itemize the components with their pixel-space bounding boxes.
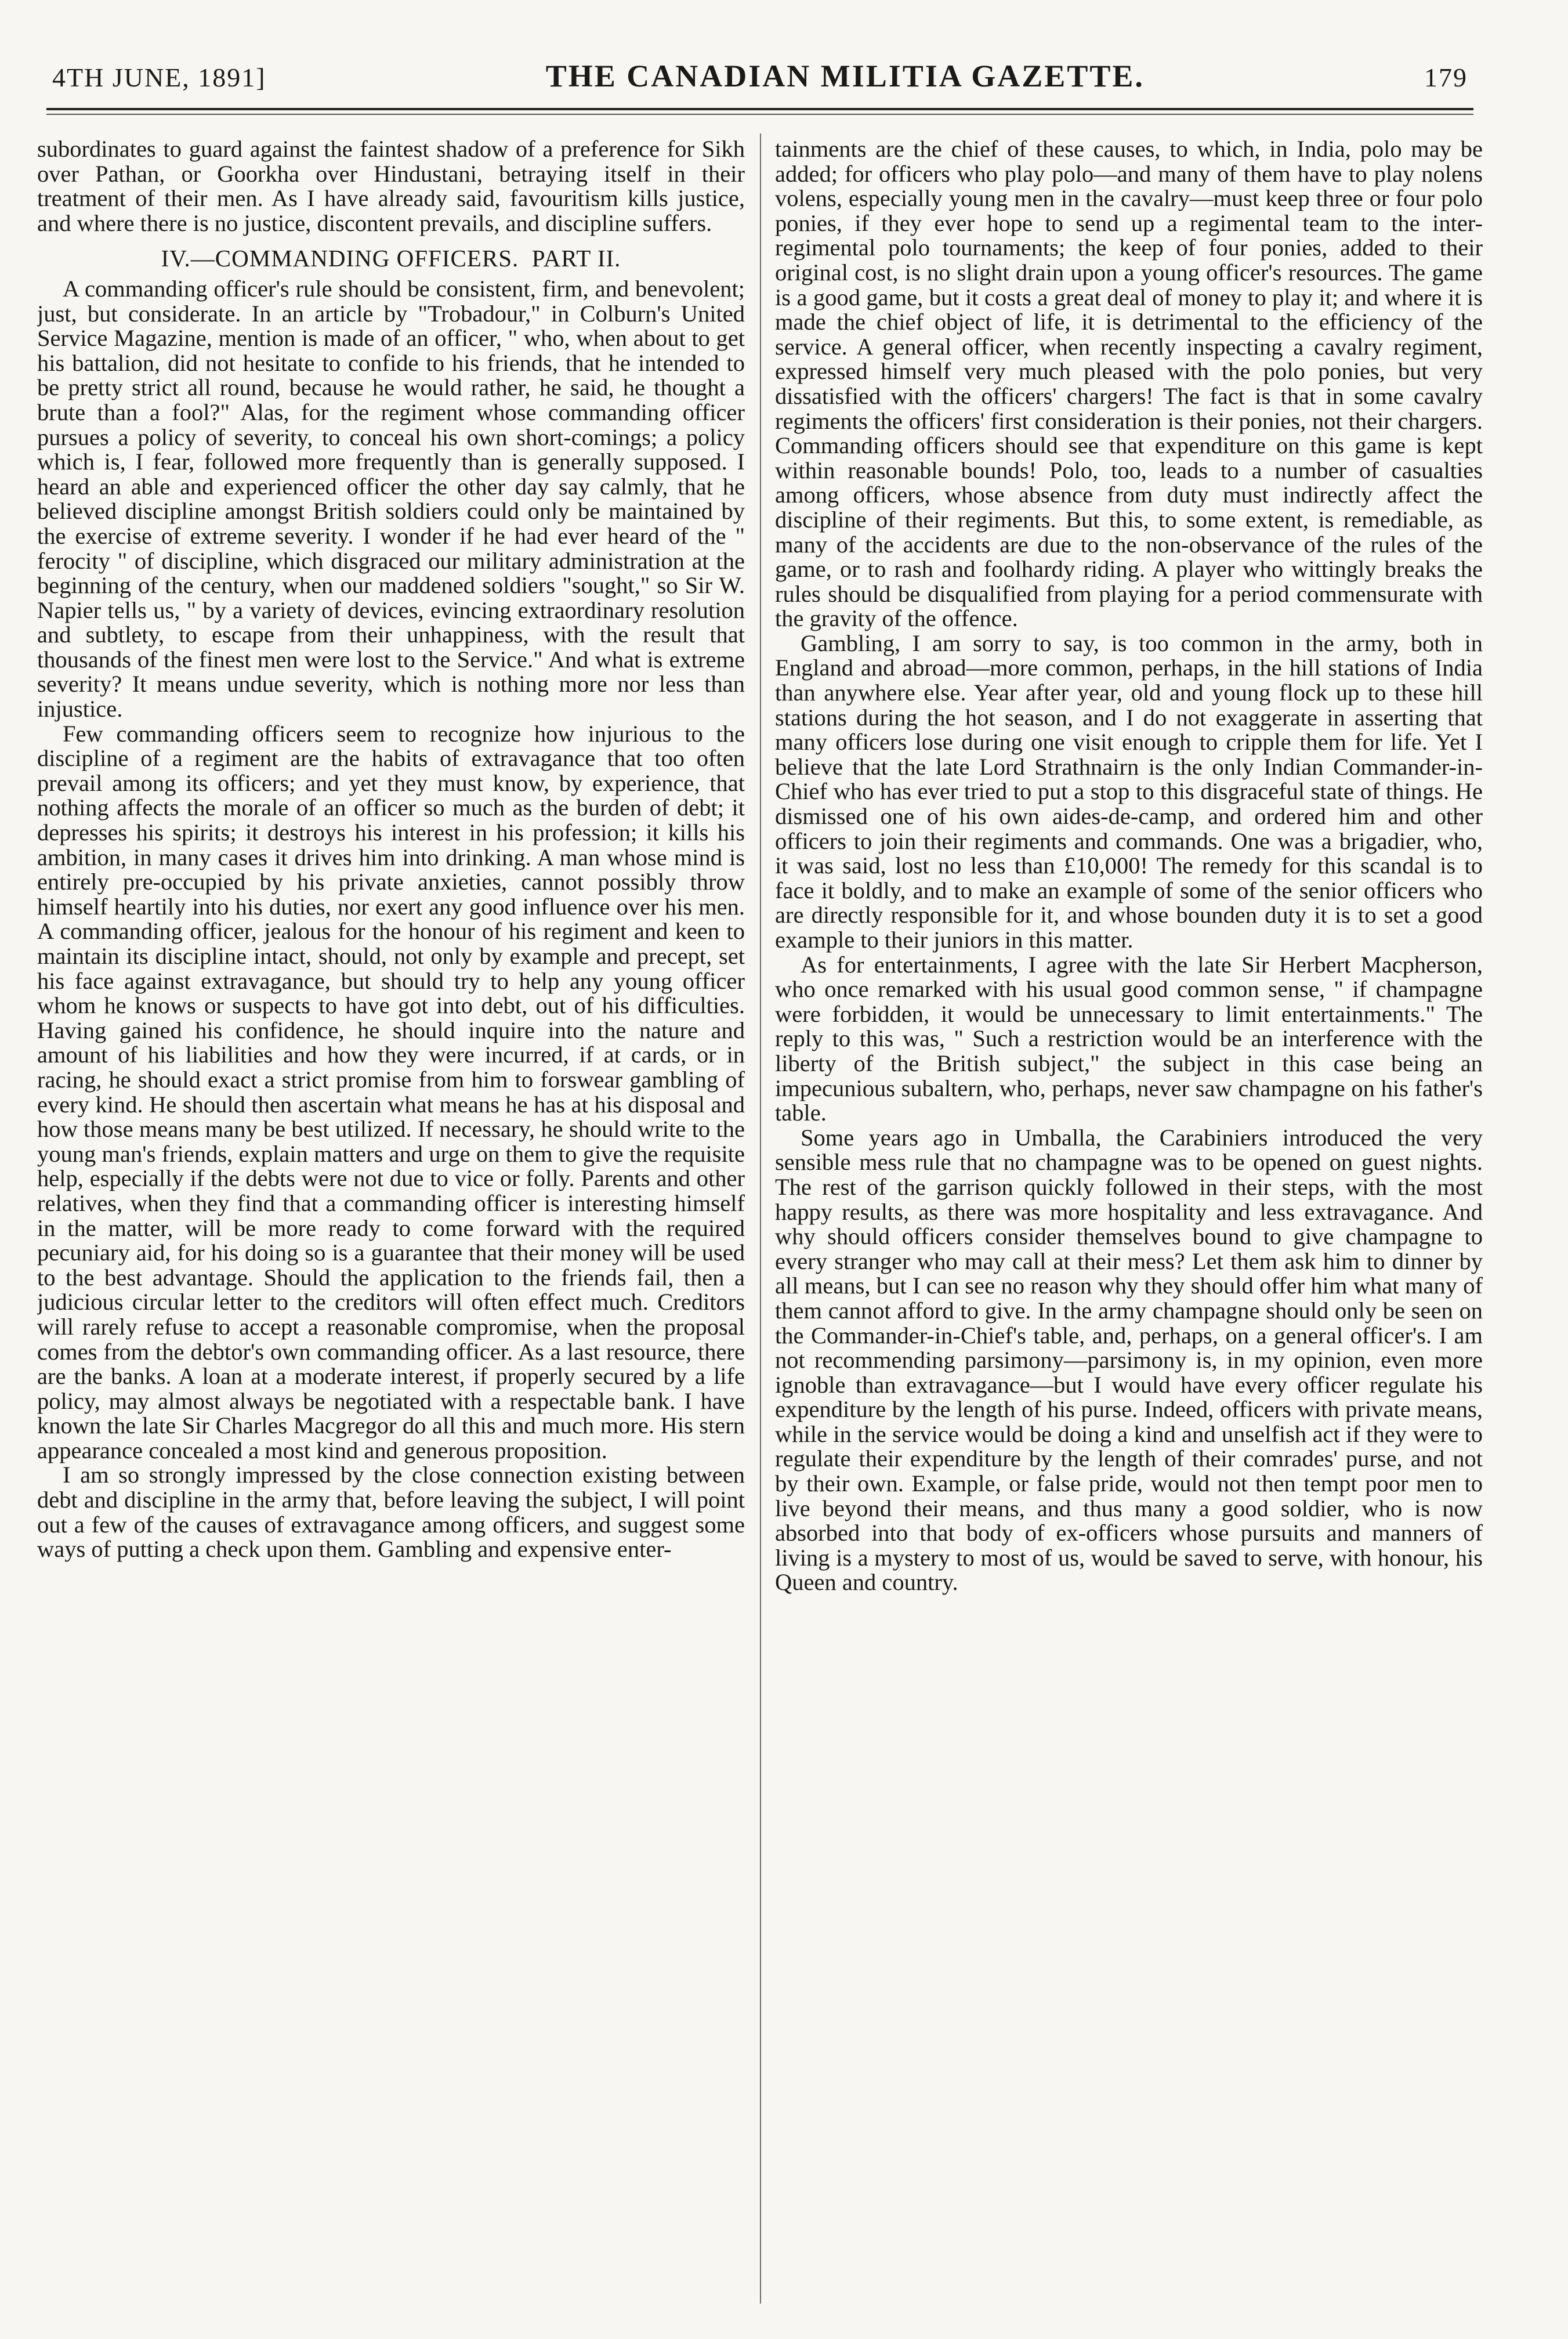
header-rule <box>46 108 1473 110</box>
right-column <box>775 137 1483 2301</box>
section-heading <box>37 246 745 271</box>
paragraph: Gambling, I am sorry to say, is too common in the army, both in England and abroad—more common, perhaps, in the hill stations of India than anywhere else. Year after year, old and young flock up to these hill stations during the hot season, and I do not exaggerate in asserting that many officers lose during one visit enough to cripple them for life. Yet I believe that the late Lord Strathnairn is the only Indian Commander-in-Chief who has ever tried to put a stop to this disgraceful state of things. He dismissed one of his own aides-de-camp, and ordered him and other officers to join their regiments and commands. One was a brigadier, who, it was said, lost no less than £10,000! The remedy for this scandal is to face it boldly, and to make an example of some of the senior officers who are directly responsible for it, and whose bounden duty it is to set a good example to their juniors in this matter. <box>775 630 1483 953</box>
page-header <box>52 58 1468 104</box>
paragraph: Few commanding officers seem to recognize how injurious to the discipline of a regiment are the habits of extravagance that too often prevail among its officers; and yet they must know, by experience, that nothing affects the morale of an officer so much as the burden of debt; it depresses his spirits; it destroys his interest in his profession; it kills his ambition, in many cases it drives him into drinking. A man whose mind is entirely pre-occupied by his private anxieties, cannot possibly throw himself heartily into his duties, nor exert any good influence over his men. A commanding officer, jealous for the honour of his regiment and keen to maintain its discipline intact, should, not only by example and precept, set his face against extravagance, but should try to help any young officer whom he knows or suspects to have got into debt, out of his difficulties. Having gained his confidence, he should inquire into the nature and amount of his liabilities and how they were incurred, if at cards, or in racing, he should exact a strict promise from him to forswear gambling of every kind. He should then ascertain what means he has at his disposal and how those means many be best utilized. If necessary, he should write to the young man's friends, explain matters and urge on them to give the requisite help, especially if the debts were not due to vice or folly. Parents and other relatives, when they find that a commanding officer is interesting himself in the matter, will be more ready to come forward with the required pecuniary aid, for his doing so is a guarantee that their money will be used to the best advantage. Should the application to the friends fail, then a judicious circular letter to the creditors will often effect much. Creditors will rarely refuse to accept a reasonable compromise, when the proposal comes from the debtor's own commanding officer. As a last resource, there are the banks. A loan at a moderate interest, if properly secured by a life policy, may almost always be negotiated with a respectable bank. I have known the late Sir Charles Macgregor do all this and much more. His stern appearance concealed a most kind and generous proposition. <box>37 720 745 1463</box>
issue-date: 4TH JUNE, 1891] <box>52 63 266 92</box>
left-column <box>37 137 745 2301</box>
section-part: PART II. <box>531 245 621 272</box>
paragraph: I am so strongly impressed by the close connection existing between debt and discipline in the army that, before leaving the subject, I will point out a few of the causes of extravagance among officers, and suggest some ways of putting a check upon them. Gambling and expensive enter- <box>37 1462 745 1563</box>
paragraph: subordinates to guard against the faintest shadow of a preference for Sikh over Pathan, or Goorkha over Hindustani, betraying itself in their treatment of their men. As I have already said, favouritism kills justice, and where there is no justice, discontent prevails, and discipline suffers. <box>37 137 745 236</box>
paragraph: tainments are the chief of these causes, to which, in India, polo may be added; for officers who play polo—and many of them have to play nolens volens, especially young men in the cavalry—must keep three or four polo ponies, if they ever hope to send up a regimental team to the inter-regimental polo tournaments; the keep of four ponies, added to their original cost, is no slight drain upon a young officer's resources. The game is a good game, but it costs a great deal of money to play it; and where it is made the chief object of life, it is detrimental to the efficiency of the service. A general officer, when recently inspecting a cavalry regiment, expressed himself very much pleased with the polo ponies, but very dissatisfied with the officers' chargers! The fact is that in some cavalry regiments the officers' first consideration is their ponies, not their chargers. Commanding officers should see that expenditure on this game is kept within reasonable bounds! Polo, too, leads to a number of casualties among officers, whose absence from duty must indirectly affect the discipline of their regiments. But this, to some extent, is remediable, as many of the accidents are due to the non-observance of the rules of the game, or to rash and foolhardy riding. A player who wittingly breaks the rules should be disqualified from playing for a period commensurate with the gravity of the offence. <box>775 137 1483 632</box>
section-title: IV.—COMMANDING OFFICERS. <box>161 245 519 272</box>
paragraph: Some years ago in Umballa, the Carabiniers introduced the very sensible mess rule that no champagne was to be opened on guest nights. The rest of the garrison quickly followed in their steps, with the most happy results, as there was more hospitality and less extravagance. And why should officers consider themselves bound to give champagne to every stranger who may call at their mess? Let them ask him to dinner by all means, but I can see no reason why they should offer him what many of them cannot afford to give. In the army champagne should only be seen on the Commander-in-Chief's table, and, perhaps, on a general officer's. I am not recommending parsimony—parsimony is, in my opinion, even more ignoble than extravagance—but I would have every officer regulate his expenditure by the length of his purse. Indeed, officers with private means, while in the service would be doing a kind and unselfish act if they were to regulate their expenditure by the length of their comrades' purse, and not by their own. Example, or false pride, would not then tempt poor men to live beyond their means, and thus many a good soldier, who is now absorbed into that body of ex-officers whose pursuits and manners of living is a mystery to most of us, would be saved to serve, with honour, his Queen and country. <box>775 1124 1483 1596</box>
header-rule-thin <box>46 114 1473 115</box>
paragraph: A commanding officer's rule should be consistent, firm, and benevolent; just, but considerate. In an article by "Trobadour," in Colburn's United Service Magazine, mention is made of an officer, " who, when about to get his battalion, did not hesitate to confide to his friends, that he intended to be pretty strict all round, because he would rather, he said, he thought a brute than a fool?" Alas, for the regiment whose commanding officer pursues a policy of severity, to conceal his own short-comings; a policy which is, I fear, followed more frequently than is generally supposed. I heard an able and experienced officer the other day say calmly, that he believed discipline amongst British soldiers could only be maintained by the exercise of extreme severity. I wonder if he had ever heard of the " ferocity " of discipline, which disgraced our military administration at the beginning of the century, when our maddened soldiers "sought," so Sir W. Napier tells us, " by a variety of devices, evincing extraordinary resolution and subtlety, to escape from their unhappiness, with the result that thousands of the finest men were lost to the Service." And what is extreme severity? It means undue severity, which is nothing more nor less than injustice. <box>37 275 745 722</box>
publication-title: THE CANADIAN MILITIA GAZETTE. <box>545 59 1145 93</box>
paragraph: As for entertainments, I agree with the late Sir Herbert Macpherson, who once remarked with his usual good common sense, " if champagne were forbidden, it would be unnecessary to limit entertainments." The reply to this was, " Such a restriction would be an interference with the liberty of the British subject," the subject in this case being an impecunious subaltern, who, perhaps, never saw champagne on his father's table. <box>775 951 1483 1126</box>
page-number: 179 <box>1424 63 1468 92</box>
column-divider <box>760 133 761 2304</box>
